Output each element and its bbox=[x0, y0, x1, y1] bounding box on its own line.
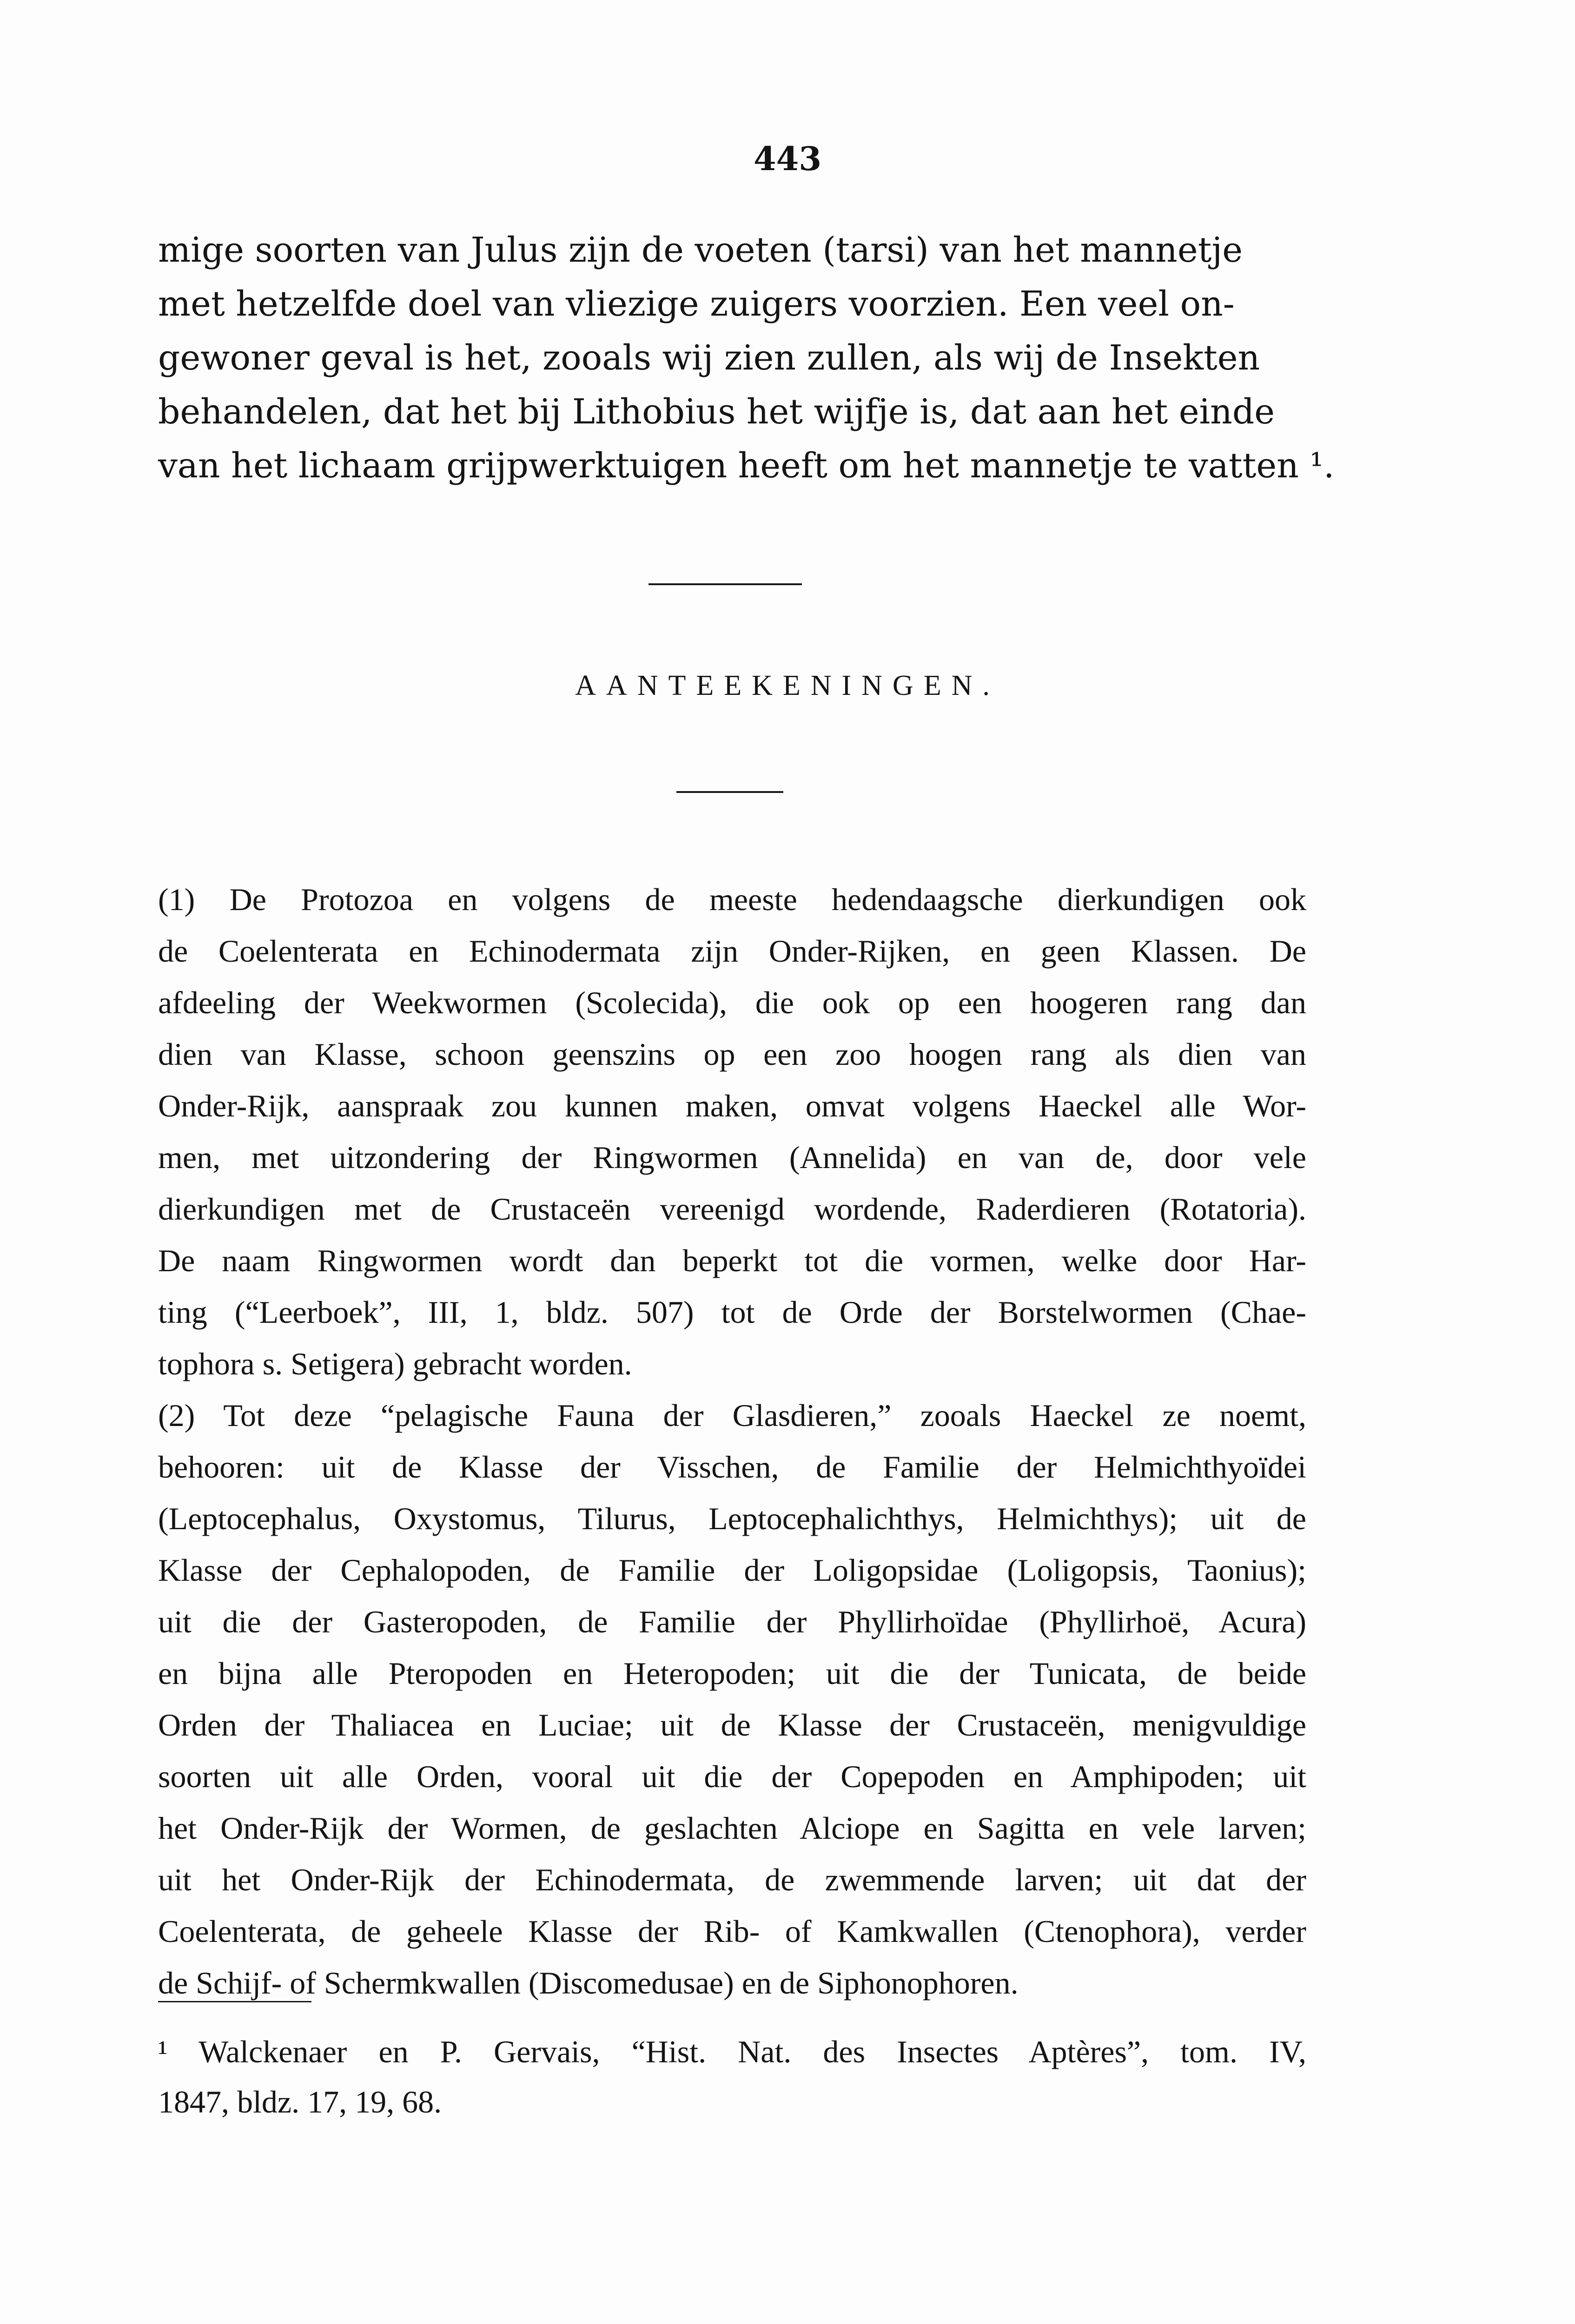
note-line: De naam Ringwormen wordt dan beperkt tot die vormen, welke door Har- bbox=[158, 1243, 1306, 1278]
notes-heading: AANTEEKENINGEN. bbox=[575, 670, 1000, 701]
note-line: dierkundigen met de Crustaceën vereenigd wordende, Raderdieren (Rotatoria). bbox=[158, 1191, 1306, 1227]
note-line: de Coelenterata en Echinodermata zijn Onder-Rijken, en geen Klassen. De bbox=[158, 933, 1306, 969]
note-line: uit het Onder-Rijk der Echinodermata, de zwemmende larven; uit dat der bbox=[158, 1862, 1306, 1897]
note-line: het Onder-Rijk der Wormen, de geslachten Alciope en Sagitta en vele larven; bbox=[158, 1810, 1306, 1846]
footnote-line: ¹ Walckenaer en P. Gervais, “Hist. Nat. des Insectes Aptères”, tom. IV, bbox=[158, 2034, 1306, 2069]
note-line: ting (“Leerboek”, III, 1, bldz. 507) tot de Orde der Borstelwormen (Chae- bbox=[158, 1294, 1306, 1330]
footnote-divider bbox=[158, 2001, 311, 2002]
body-line: behandelen, dat het bij Lithobius het wijfje is, dat aan het einde bbox=[158, 392, 1275, 432]
heading-divider bbox=[676, 791, 783, 793]
body-paragraph bbox=[158, 223, 1335, 493]
note-line: de Schijf- of Schermkwallen (Discomedusae) en de Siphonophoren. bbox=[158, 1965, 1019, 2000]
note-line: en bijna alle Pteropoden en Heteropoden; uit die der Tunicata, de beide bbox=[158, 1656, 1306, 1691]
note-line: dien van Klasse, schoon geenszins op een zoo hoogen rang als dien van bbox=[158, 1037, 1306, 1072]
note-line: afdeeling der Weekwormen (Scolecida), die ook op een hoogeren rang dan bbox=[158, 985, 1306, 1020]
footnote-line: 1847, bldz. 17, 19, 68. bbox=[158, 2084, 442, 2119]
notes-section bbox=[158, 874, 1306, 2009]
note-line: (Leptocephalus, Oxystomus, Tilurus, Leptocephalichthys, Helmichthys); uit de bbox=[158, 1501, 1306, 1536]
note-line: (1) De Protozoa en volgens de meeste hedendaagsche dierkundigen ook bbox=[158, 882, 1306, 917]
body-line: mige soorten van Julus zijn de voeten (tarsi) van het mannetje bbox=[158, 230, 1243, 270]
note-line: soorten uit alle Orden, vooral uit die der Copepoden en Amphipoden; uit bbox=[158, 1759, 1306, 1794]
body-line: gewoner geval is het, zooals wij zien zullen, als wij de Insekten bbox=[158, 338, 1260, 378]
note-line: (2) Tot deze “pelagische Fauna der Glasdieren,” zooals Haeckel ze noemt, bbox=[158, 1398, 1306, 1433]
note-line: Coelenterata, de geheele Klasse der Rib- of Kamkwallen (Ctenophora), verder bbox=[158, 1914, 1306, 1949]
note-line: uit die der Gasteropoden, de Familie der Phyllirhoïdae (Phyllirhoë, Acura) bbox=[158, 1604, 1306, 1639]
note-line: men, met uitzondering der Ringwormen (Annelida) en van de, door vele bbox=[158, 1140, 1306, 1175]
note-line: Orden der Thaliacea en Luciae; uit de Klasse der Crustaceën, menigvuldige bbox=[158, 1707, 1306, 1743]
body-line: met hetzelfde doel van vliezige zuigers voorzien. Een veel on- bbox=[158, 284, 1235, 324]
section-divider bbox=[649, 583, 802, 585]
note-line: tophora s. Setigera) gebracht worden. bbox=[158, 1346, 632, 1381]
note-line: Klasse der Cephalopoden, de Familie der Loligopsidae (Loligopsis, Taonius); bbox=[158, 1552, 1306, 1588]
page-number: 443 bbox=[753, 139, 822, 178]
note-line: behooren: uit de Klasse der Visschen, de Familie der Helmichthyoïdei bbox=[158, 1449, 1306, 1485]
footnote bbox=[158, 2027, 1306, 2127]
note-line: Onder-Rijk, aanspraak zou kunnen maken, omvat volgens Haeckel alle Wor- bbox=[158, 1088, 1306, 1123]
body-line: van het lichaam grijpwerktuigen heeft om het mannetje te vatten ¹. bbox=[158, 446, 1335, 486]
